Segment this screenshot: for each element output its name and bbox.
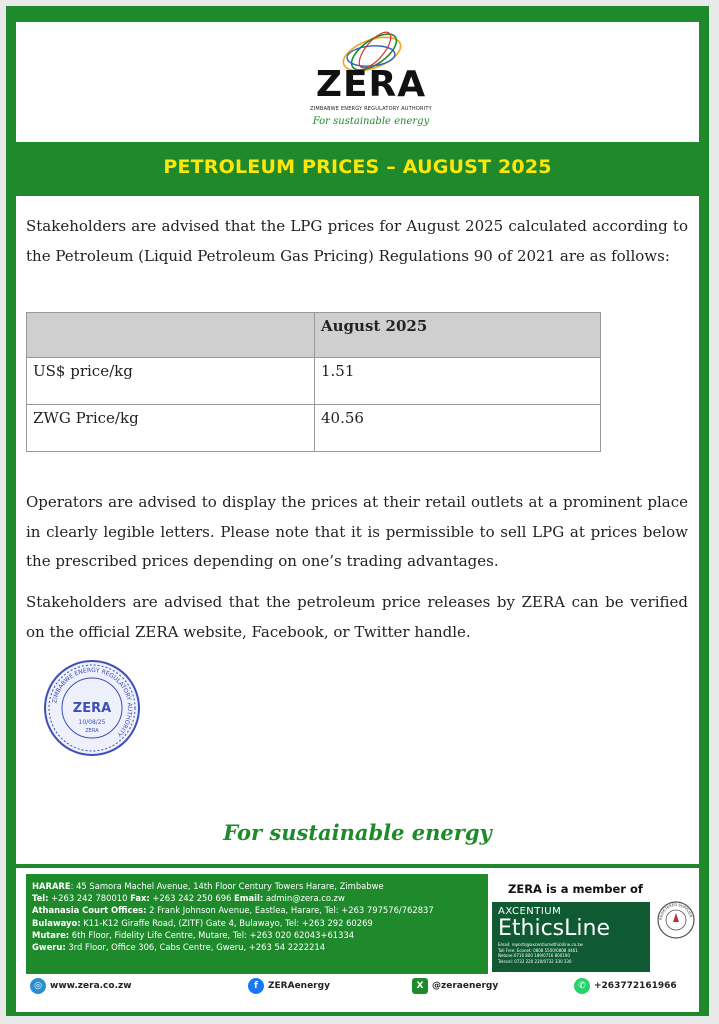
document-page: [16, 22, 699, 1012]
table-cell: 40.56: [315, 405, 601, 452]
member-label: ZERA is a member of: [508, 882, 643, 896]
ethicsline-panel: [492, 902, 650, 972]
slogan: For sustainable energy: [223, 820, 492, 845]
stamp-center-text: ZERA: [72, 701, 112, 716]
table-row: [27, 405, 601, 452]
title-bar: [6, 142, 709, 196]
table-cell: ZWG Price/kg: [27, 405, 315, 452]
website-link[interactable]: ◎ www.zera.co.zw: [30, 976, 132, 996]
stamp-date: 10/08/25: [78, 719, 106, 726]
globe-icon: ◎: [30, 978, 46, 994]
facebook-icon: f: [248, 978, 264, 994]
svg-text:REGISTERED SUPPLIER: REGISTERED SUPPLIER: [658, 902, 693, 921]
bulawayo-address: Bulawayo: K11-K12 Giraffe Road, (ZITF) Gate 4, Bulawayo, Tel: +263 292 60269: [32, 917, 373, 928]
header: [16, 22, 699, 138]
table-cell: 1.51: [315, 358, 601, 405]
gweru-address: Gweru: 3rd Floor, Office 306, Cabs Centre, Gweru, +263 54 2222214: [32, 942, 326, 953]
contact-line: Tel: +263 242 780010 Fax: +263 242 250 696 Email: admin@zera.co.zw: [32, 893, 345, 904]
table-header-cell: August 2025: [315, 313, 601, 358]
athanasia-address: Athanasia Court Offices: 2 Frank Johnson Avenue, Eastlea, Harare, Tel: +263 797576/762837: [32, 905, 434, 916]
ethics-name: EthicsLine: [498, 916, 610, 941]
stamp-bottom-text: ZERA: [85, 728, 99, 734]
table-header-row: [27, 313, 601, 358]
mutare-address: Mutare: 6th Floor, Fidelity Life Centre, Mutare, Tel: +263 020 62043+61334: [32, 929, 355, 940]
table-cell: US$ price/kg: [27, 358, 315, 405]
whatsapp-icon: ✆: [574, 978, 590, 994]
ethics-details: Email: reports@axcentiumethicsline.co.zw Toll Free: Econet: 0808 5500/0808 4461 Netone:0716 800 189/0716 800190 Telecel: 0732 220 220/0732 330 330: [498, 942, 583, 964]
price-table: [26, 312, 601, 452]
registered-supplier-badge-icon: [656, 900, 696, 940]
logo-word: ZERA: [315, 64, 427, 105]
page-frame: [6, 6, 709, 1016]
page-title: PETROLEUM PRICES – AUGUST 2025: [163, 156, 552, 178]
facebook-link[interactable]: f ZERAenergy: [248, 976, 330, 996]
operators-paragraph: Operators are advised to display the prices at their retail outlets at a prominent place in clearly legible letters. Please note that it is permissible to sell LPG at prices below the prescribed prices depending on one’s trading advantages.: [26, 493, 688, 570]
address-block: [26, 874, 488, 974]
table-header-cell: [27, 313, 315, 358]
logo-tagline: For sustainable energy: [312, 116, 430, 127]
ethics-brand: AXCENTIUM: [498, 906, 562, 917]
intro-paragraph: Stakeholders are advised that the LPG prices for August 2025 calculated according to the Petroleum (Liquid Petroleum Gas Pricing) Regulations 90 of 2021 are as follows:: [26, 217, 688, 265]
zera-logo: [301, 30, 441, 130]
official-stamp: [42, 658, 142, 758]
footer-divider: [16, 864, 699, 868]
verify-paragraph: Stakeholders are advised that the petroleum price releases by ZERA can be verified on the official ZERA website, Facebook, or Twitter handle.: [26, 593, 688, 641]
table-row: [27, 358, 601, 405]
logo-subtitle: ZIMBABWE ENERGY REGULATORY AUTHORITY: [310, 106, 432, 112]
stamp-ring-text: ZIMBABWE ENERGY REGULATORY AUTHORITY: [51, 666, 134, 738]
x-icon: X: [412, 978, 428, 994]
harare-address: HARARE: 45 Samora Machel Avenue, 14th Floor Century Towers Harare, Zimbabwe: [32, 881, 384, 891]
twitter-link[interactable]: X @zeraenergy: [412, 976, 498, 996]
whatsapp-link[interactable]: ✆ +263772161966: [574, 976, 677, 996]
